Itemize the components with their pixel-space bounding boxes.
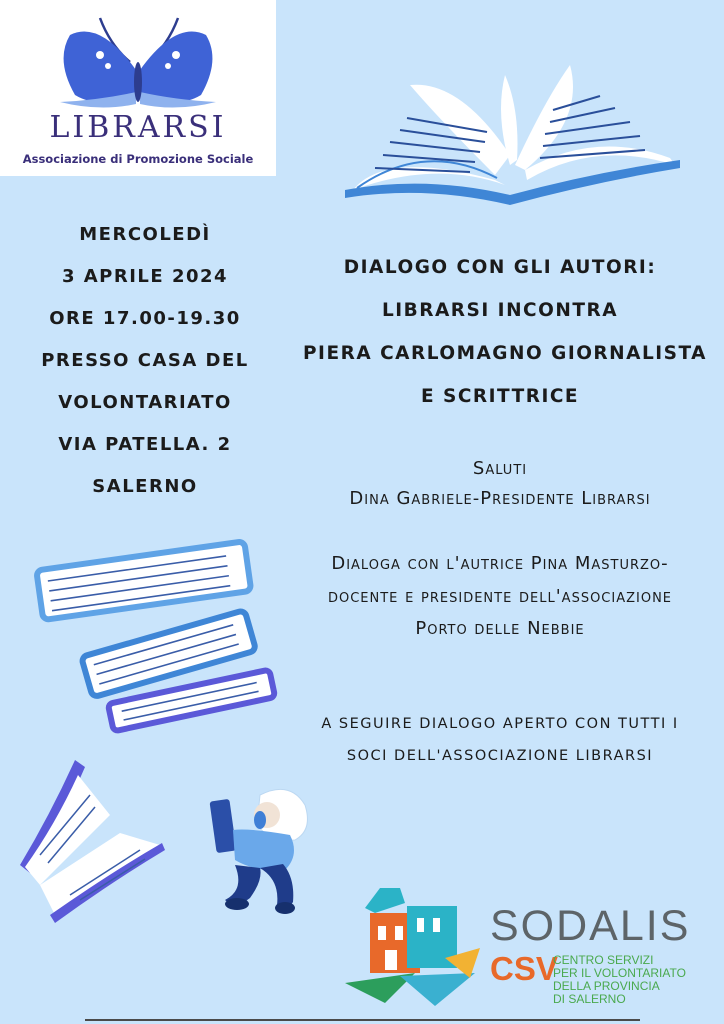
sodalis-name: SODALIS (490, 902, 691, 950)
headline-line-2: PIERA CARLOMAGNO GIORNALISTA (303, 343, 707, 364)
logo-name: LIBRARSI (49, 110, 227, 145)
event-day: MERCOLEDÌ (79, 224, 211, 245)
dialogue-line-3: Porto delle Nebbie (415, 618, 585, 639)
event-city: SALERNO (92, 476, 198, 497)
event-venue-1: PRESSO CASA DEL (41, 350, 249, 371)
event-date: 3 APRILE 2024 (61, 266, 229, 287)
stacked-books-icon (28, 535, 278, 735)
open-book-icon (345, 40, 685, 215)
logo-subtitle: Associazione di Promozione Sociale (22, 152, 254, 166)
greetings-title: Saluti (472, 458, 528, 479)
headline-line-1: LIBRARSI INCONTRA (381, 300, 619, 321)
librarsi-logo (0, 0, 276, 176)
sodalis-csv-logo (345, 878, 724, 1024)
event-time: ORE 17.00-19.30 (49, 308, 241, 329)
sodalis-building-icon (345, 878, 485, 1008)
dialogue-line-1: Dialoga con l'autrice Pina Masturzo- (331, 553, 669, 574)
falling-book-icon (0, 755, 170, 925)
followup-line-1: A SEGUIRE DIALOGO APERTO CON TUTTI I (321, 716, 679, 732)
csv-desc-4: DI SALERNO (553, 992, 626, 1006)
butterfly-icon (0, 0, 276, 176)
event-venue-2: VOLONTARIATO (58, 392, 232, 413)
event-address: VIA PATELLA. 2 (58, 434, 232, 455)
headline-line-3: E SCRITTRICE (420, 386, 580, 407)
bottom-divider (85, 1019, 640, 1021)
csv-desc-1: CENTRO SERVIZI (553, 953, 654, 967)
csv-description (553, 954, 686, 1006)
csv-desc-2: PER IL VOLONTARIATO (553, 966, 686, 980)
greetings-person: Dina Gabriele-Presidente Librarsi (349, 488, 651, 509)
csv-abbr: CSV (490, 950, 558, 987)
reading-child-icon (205, 780, 315, 920)
dialogue-line-2: docente e presidente dell'associazione (327, 586, 673, 607)
event-details (20, 214, 270, 508)
headline-kicker: DIALOGO CON GLI AUTORI: (343, 257, 657, 278)
csv-desc-3: DELLA PROVINCIA (553, 979, 660, 993)
followup-line-2: SOCI DELL'ASSOCIAZIONE LIBRARSI (346, 748, 654, 764)
